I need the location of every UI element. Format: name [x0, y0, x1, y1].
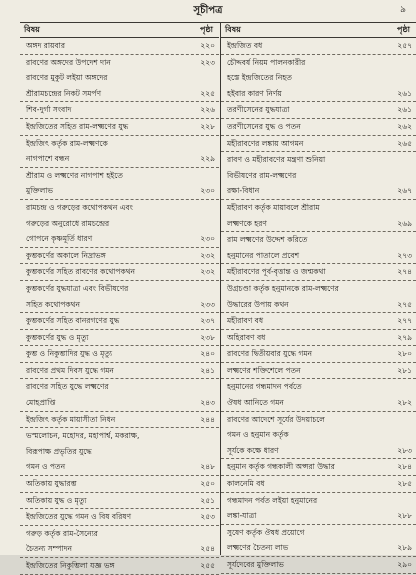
- toc-entry: [20, 313, 219, 330]
- page-header: পৃষ্ঠা: [397, 25, 410, 34]
- toc-entry: [221, 136, 416, 153]
- toc-entry: [221, 525, 416, 541]
- toc-entry: [20, 231, 219, 248]
- toc-entry-title: মহীরাবণ বধ: [227, 316, 264, 326]
- toc-entry: [20, 248, 219, 265]
- toc-entry: [221, 412, 416, 428]
- toc-entry-title: রামচন্দ্র ও গরুড়ের কথোপকথন এবং: [26, 202, 133, 212]
- toc-entry: [20, 444, 219, 460]
- toc-entry-page: ২৪৮: [200, 462, 215, 472]
- toc-entry: [221, 200, 416, 216]
- toc-entry-page: ২৪৪: [200, 414, 215, 424]
- toc-entry-title: তরণীসেনের যুদ্ধ ও পতন: [227, 121, 301, 131]
- toc-entry-title: তরণীসেনের যুদ্ধযাত্রা: [227, 105, 290, 115]
- toc-entry-title: চৌদ্দবর্ষ নিয়ম পালনকারীর: [227, 57, 306, 67]
- toc-right-header: [221, 23, 416, 38]
- toc-entry-title: ইন্দ্রজিৎ কর্তৃক মায়াসীতা নিধন: [26, 414, 116, 424]
- toc-entry: [221, 216, 416, 233]
- toc-right-list: [221, 38, 416, 574]
- toc-entry: [221, 168, 416, 184]
- toc-entry: [20, 526, 219, 542]
- toc-entry-page: ২৫৭: [397, 41, 412, 50]
- toc-entry-title: অতিকায় যুদ্ধ ও মৃত্যু: [26, 495, 87, 505]
- toc-entry-page: ২২৬: [200, 105, 215, 115]
- toc-entry-page: ২৭৪: [397, 267, 412, 277]
- toc-entry-title: হনুমানের গন্ধমাদন পর্বতে: [227, 382, 302, 392]
- toc-entry: [20, 55, 219, 71]
- toc-entry-title: শ্রীরাম ও লক্ষ্মণের নাগপাশ হইতে: [26, 170, 123, 180]
- toc-entry-page: ২২৩: [200, 57, 215, 67]
- toc-entry-title: হইবার কারণ নির্ণয়: [227, 88, 282, 98]
- toc-entry: [20, 200, 219, 216]
- toc-entry-page: ২৫৩: [200, 512, 215, 522]
- toc-entry-page: ২৮০: [397, 349, 412, 359]
- toc-entry-page: ২৬২: [397, 121, 412, 131]
- toc-entry-title: শিব-দুর্গা সংবাদ: [26, 105, 72, 115]
- toc-entry-page: ২৮১: [397, 365, 412, 375]
- toc-entry-title: রক্ষা-বিধান: [227, 186, 260, 196]
- toc-entry-page: ২৩০: [200, 186, 215, 196]
- toc-entry: [20, 395, 219, 412]
- toc-entry: [20, 281, 219, 297]
- toc-entry: [20, 264, 219, 281]
- toc-entry-page: ২৮৪: [397, 462, 412, 472]
- toc-entry-title: ইন্দ্রজিতের নিকুম্ভিলা যজ্ঞ ভঙ্গ: [26, 561, 115, 570]
- toc-entry: [20, 136, 219, 152]
- toc-entry-title: গোপনে কৃষ্ণমূর্তি ধারণ: [26, 234, 93, 244]
- subject-header: বিষয়: [225, 25, 241, 34]
- toc-entry: [20, 459, 219, 476]
- toc-entry-title: লঙ্কা-যাত্রা: [227, 511, 257, 521]
- toc-entry-page: ২৫০: [200, 479, 215, 489]
- toc-entry-title: অহিরাবণ বধ: [227, 332, 266, 342]
- subject-header: বিষয়: [24, 25, 40, 34]
- toc-entry-title: মোহপ্রাপ্তি: [26, 398, 56, 408]
- page-number: ৯: [400, 5, 406, 15]
- toc-entry-page: ২২৯: [200, 154, 215, 164]
- toc-entry-title: রাবণের প্রথম দিবস যুদ্ধে গমন: [26, 365, 114, 375]
- toc-entry: [20, 297, 219, 314]
- toc-entry: [221, 264, 416, 281]
- toc-entry: [20, 346, 219, 363]
- toc-entry-page: ২২০: [200, 41, 215, 50]
- toc-entry: [221, 346, 416, 363]
- toc-entry-page: ২৮৮: [397, 511, 412, 521]
- toc-entry-page: ২৫১: [200, 495, 215, 505]
- toc-entry-title: চৈতন্য সম্পাদন: [26, 544, 72, 554]
- toc-entry: [20, 102, 219, 119]
- toc-entry-title: রাবণের মুকুট লইয়া অঙ্গদের: [26, 73, 108, 83]
- toc-entry-title: লক্ষ্মণের চৈতন্য লাভ: [227, 543, 289, 553]
- toc-entry-page: ২৩২: [200, 267, 215, 277]
- toc-entry: [221, 86, 416, 103]
- toc-entry-page: ২৮৯: [397, 543, 412, 553]
- toc-entry-title: গরুড়ের অনুরোধে রামচন্দ্রের: [26, 218, 110, 228]
- toc-entry: [221, 508, 416, 525]
- toc-entry-page: ২৩০: [200, 234, 215, 244]
- toc-entry: [20, 38, 219, 55]
- toc-entry-title: কালনেমি বধ: [227, 479, 265, 489]
- toc-entry-title: গরুড় কর্তৃক রাম-সৈন্যের: [26, 528, 98, 538]
- toc-entry-title: লক্ষ্মণের শক্তিশেলে পতন: [227, 365, 301, 375]
- toc-entry-title: হনুমানের পাতালে প্রবেশ: [227, 250, 300, 260]
- toc-entry-page: ২৩৭: [200, 316, 215, 326]
- toc-entry-title: সুষেণ কর্তৃক ঔষধ প্রয়োগে: [227, 527, 305, 537]
- toc-entry-title: মহীরাবণের লঙ্কায় আগমন: [227, 138, 304, 148]
- toc-entry-page: ২৬১: [397, 88, 412, 98]
- toc-entry-title: ইন্দ্রজিত বধ: [227, 41, 263, 50]
- toc-entry-title: শ্রীরামচন্দ্রের নিকট সমর্পণ: [26, 88, 101, 98]
- toc-entry-title: উদ্ধারের উপায় কথন: [227, 299, 289, 309]
- toc-entry-page: ২২৫: [200, 88, 215, 98]
- toc-entry-page: ২৮২: [397, 398, 412, 408]
- toc-entry-title: কুম্ভ ও নিকুম্ভাদির যুদ্ধ ও মৃত্যু: [26, 349, 113, 359]
- toc-left-header: [20, 23, 219, 38]
- toc-left-list: [20, 38, 219, 575]
- toc-entry-page: ২৯০: [397, 560, 412, 569]
- toc-entry: [221, 152, 416, 168]
- toc-entry-page: ২৩৩: [200, 299, 215, 309]
- toc-entry-title: রাবণের দ্বিতীয়বার যুদ্ধে গমন: [227, 349, 312, 359]
- toc-entry: [221, 248, 416, 265]
- toc-entry: [20, 363, 219, 380]
- toc-entry-page: ২৭৯: [397, 332, 412, 342]
- toc-entry: [221, 493, 416, 509]
- toc-entry: [221, 102, 416, 119]
- toc-entry: [221, 70, 416, 86]
- toc-entry-page: ২৬৭: [397, 186, 412, 196]
- toc-entry: [221, 232, 416, 248]
- toc-entry-title: ইন্দ্রজিতের যুদ্ধে গমন ও বিষ বরিষণ: [26, 512, 131, 522]
- toc-entry: [20, 379, 219, 395]
- page-title: সূচীপত্র: [193, 5, 223, 16]
- toc-entry-title: সূর্যকে কক্ষে ধারণ: [227, 445, 279, 455]
- toc-entry-title: সূর্যদেবের মুক্তিলাভ: [227, 560, 284, 569]
- toc-entry-page: ২৮৩: [397, 445, 412, 455]
- toc-entry-title: নাগপাশে বন্ধন: [26, 154, 70, 164]
- toc-entry-page: ২৫৫: [200, 561, 215, 570]
- toc-entry-title: গন্ধমাদন পর্বত লইয়া হনুমানের: [227, 495, 318, 505]
- toc-entry-title: ঔষধ আনিতে গমন: [227, 398, 284, 408]
- toc-entry-title: অতিকায় যুদ্ধারম্ভ: [26, 479, 77, 489]
- toc-entry-page: ২৩৮: [200, 332, 215, 342]
- toc-entry: [20, 216, 219, 232]
- toc-entry-title: কুম্ভকর্ণের যুদ্ধযাত্রা এবং বিভীষণের: [26, 283, 129, 293]
- toc-entry: [221, 379, 416, 395]
- toc-entry: [20, 86, 219, 103]
- toc-entry-page: ২৬১: [397, 105, 412, 115]
- toc-entry: [221, 330, 416, 347]
- toc-entry: [20, 493, 219, 510]
- toc-entry: [20, 509, 219, 526]
- toc-entry-title: কুম্ভকর্ণের যুদ্ধ ও মৃত্যু: [26, 332, 89, 342]
- toc-entry: [221, 183, 416, 200]
- toc-entry-page: ২৩২: [200, 250, 215, 260]
- toc-entry: [221, 459, 416, 476]
- toc-entry-title: হনুমান কর্তৃক গন্ধকালী অপ্সরা উদ্ধার: [227, 462, 335, 472]
- toc-entry: [221, 281, 416, 297]
- toc-entry-title: কুম্ভকর্ণের সহিত বানরগণের যুদ্ধ: [26, 316, 120, 326]
- toc-entry: [221, 119, 416, 136]
- toc-entry: [20, 168, 219, 184]
- toc-entry: [221, 476, 416, 493]
- toc-entry-title: মহীরাবণের পূর্ব-বৃত্তান্ত ও জন্মকথা: [227, 267, 326, 277]
- toc-entry: [20, 476, 219, 493]
- toc-entry-title: সহিত কথোপকথন: [26, 299, 81, 309]
- toc-entry-page: ২২৮: [200, 121, 215, 131]
- toc-entry-title: রাবণ ও মহীরাবণের মন্ত্রণা শুনিয়া: [227, 155, 326, 165]
- toc-entry-page: ২৬৫: [397, 138, 412, 148]
- toc-entry: [20, 541, 219, 558]
- toc-entry: [221, 395, 416, 412]
- toc-entry-title: উগ্রচণ্ডা কর্তৃক হনুমানকে রাম-লক্ষ্মণের: [227, 283, 339, 293]
- toc-entry-page: ২৪৩: [200, 398, 215, 408]
- toc-entry-title: মুক্তিলাভ: [26, 186, 53, 196]
- toc-entry-title: ইন্দ্রজিতের সহিত রাম-লক্ষ্মণের যুদ্ধ: [26, 121, 129, 131]
- toc-entry: [221, 38, 416, 55]
- toc-entry-page: ২৫৪: [200, 544, 215, 554]
- toc-entry: [221, 443, 416, 460]
- toc-entry-title: রাবণের অঙ্গদের উপদেশ দান: [26, 57, 111, 67]
- toc-entry-title: কুম্ভকর্ণের অকালে নিদ্রাভঙ্গ: [26, 250, 106, 260]
- toc-entry: [20, 558, 219, 575]
- toc-entry-title: ভস্মলোচন, মহোদর, মহাপার্শ্ব, মকরাক্ষ,: [26, 431, 140, 441]
- toc-entry-page: ২৪১: [200, 365, 215, 375]
- toc-entry-page: ২৭৭: [397, 316, 412, 326]
- toc-entry: [221, 557, 416, 574]
- toc-entry-page: ২৮৫: [397, 479, 412, 489]
- toc-left-column: [20, 23, 219, 575]
- toc-right-column: [221, 23, 416, 574]
- toc-entry-title: হস্তে ইন্দ্রজিতের নিহত: [227, 73, 292, 83]
- toc-entry-title: বিভীষণের রাম-লক্ষ্মণের: [227, 170, 297, 180]
- toc-entry: [221, 55, 416, 71]
- toc-entry-title: গমন ও পতন: [26, 462, 66, 472]
- toc-entry: [20, 70, 219, 86]
- toc-entry-title: রাবণের আদেশে সূর্যের উদয়াচলে: [227, 414, 325, 424]
- toc-entry-title: মহীরাবণ কর্তৃক মায়াবলে শ্রীরাম: [227, 202, 320, 212]
- toc-entry-title: গমন ও হনুমান কর্তৃক: [227, 430, 289, 440]
- toc-entry: [221, 297, 416, 314]
- toc-entry-title: লক্ষ্মণকে হরণ: [227, 218, 267, 228]
- toc-entry: [20, 330, 219, 347]
- toc-entry-title: কুম্ভকর্ণের সহিত রাবণের কথোপকথন: [26, 267, 136, 277]
- toc-entry: [20, 428, 219, 444]
- page-header: পৃষ্ঠা: [200, 25, 213, 34]
- toc-entry-page: ২৪০: [200, 349, 215, 359]
- toc-entry: [221, 313, 416, 330]
- toc-entry-title: রাবণের সহিত যুদ্ধে লক্ষ্মণের: [26, 382, 109, 392]
- toc-entry-title: রাম লক্ষ্মণের উদ্দেশ করিতে: [227, 235, 308, 245]
- toc-entry-title: ইন্দ্রজিৎ কর্তৃক রাম-লক্ষ্মণকে: [26, 138, 108, 148]
- toc-entry-title: বিরূপাক্ষ প্রভৃতির যুদ্ধে: [26, 446, 92, 456]
- toc-entry-page: ২৭৩: [397, 250, 412, 260]
- toc-entry: [221, 540, 416, 557]
- toc-entry: [20, 151, 219, 168]
- toc-entry-page: ২৭৫: [397, 299, 412, 309]
- toc-entry: [221, 427, 416, 443]
- toc-entry-title: অঙ্গদ রায়বার: [26, 41, 65, 50]
- toc-entry-page: ২৬৯: [397, 218, 412, 228]
- toc-entry: [20, 119, 219, 136]
- toc-entry: [20, 183, 219, 200]
- toc-entry: [221, 363, 416, 380]
- toc-entry: [20, 412, 219, 429]
